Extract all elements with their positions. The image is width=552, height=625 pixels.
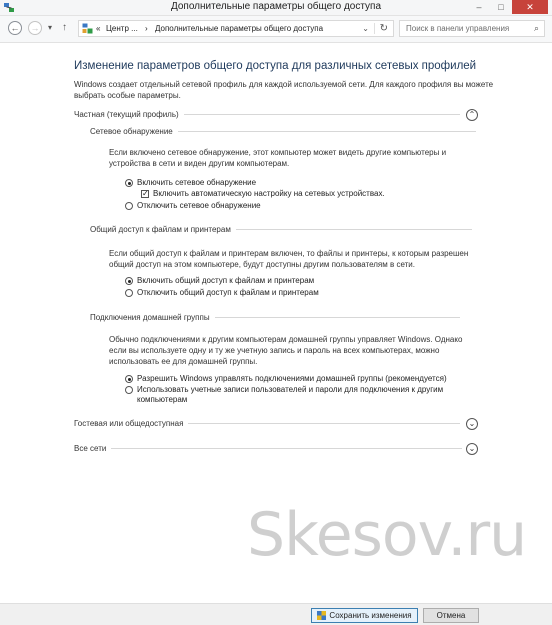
file-sharing-off-option[interactable]: [125, 288, 319, 298]
divider: [215, 317, 460, 318]
file-sharing-on-label: Включить общий доступ к файлам и принтерам: [137, 276, 315, 285]
search-placeholder: Поиск в панели управления: [406, 24, 510, 33]
save-changes-button[interactable]: [311, 608, 418, 623]
guest-profile-title: Гостевая или общедоступная: [74, 419, 184, 428]
radio-unselected[interactable]: [125, 202, 133, 210]
file-sharing-off-label: Отключить общий доступ к файлам и принтерам: [137, 288, 319, 297]
private-profile-title: Частная (текущий профиль): [74, 110, 179, 119]
network-discovery-on-label: Включить сетевое обнаружение: [137, 178, 257, 187]
network-discovery-on-option[interactable]: [125, 178, 256, 188]
file-sharing-description: Если общий доступ к файлам и принтерам включен, то файлы и принтеры, к которым разрешен общий доступ на этом компьютере, будут доступны другим пользователям в сети.: [109, 249, 469, 269]
radio-selected[interactable]: [125, 375, 133, 383]
breadcrumb-advanced-sharing[interactable]: Дополнительные параметры общего доступа: [155, 24, 324, 33]
network-discovery-off-option[interactable]: [125, 201, 261, 211]
network-discovery-off-label: Отключить сетевое обнаружение: [137, 201, 261, 210]
breadcrumb-network-center[interactable]: Центр ...: [106, 24, 138, 33]
divider: [178, 131, 476, 132]
divider: [188, 423, 460, 424]
divider: [236, 229, 472, 230]
homegroup-description: Обычно подключениями к другим компьютерам домашней группы управляет Windows. Однако если вы используете одну и ту же учетную запись и пароль на всех компьютерах, можно использовать ее для домашней группы.: [109, 335, 463, 366]
up-button[interactable]: ↑: [62, 22, 67, 33]
radio-unselected[interactable]: [125, 386, 133, 394]
homegroup-accounts-label: Использовать учетные записи пользователей и пароли для подключения к другим: [137, 385, 444, 394]
save-changes-label: Сохранить изменения: [329, 611, 412, 620]
search-icon[interactable]: ⌕: [533, 23, 539, 33]
radio-selected[interactable]: [125, 179, 133, 187]
refresh-button[interactable]: ↻: [379, 23, 388, 34]
address-divider: [374, 23, 375, 34]
page-intro: Windows создает отдельный сетевой профиль для каждой используемой сети. Для каждого профиля вы можете выбрать особые параметры.: [74, 80, 494, 100]
breadcrumb-overflow[interactable]: «: [96, 24, 101, 33]
window-title: Дополнительные параметры общего доступа: [170, 1, 382, 12]
divider: [184, 114, 460, 115]
expand-all-networks-icon[interactable]: ⌄: [466, 443, 478, 455]
radio-unselected[interactable]: [125, 289, 133, 297]
cancel-button[interactable]: Отмена: [423, 608, 479, 623]
network-discovery-title: Сетевое обнаружение: [90, 127, 173, 136]
all-networks-header[interactable]: [74, 444, 462, 453]
homegroup-windows-label: Разрешить Windows управлять подключениями домашней группы (рекомендуется): [137, 374, 447, 383]
minimize-button[interactable]: –: [476, 2, 482, 12]
control-panel-icon: [82, 23, 93, 34]
homegroup-header: [90, 313, 460, 322]
title-bar: [0, 0, 552, 16]
breadcrumb-separator: ›: [145, 24, 148, 33]
network-discovery-header: [90, 127, 476, 136]
watermark: Skesov.ru: [247, 500, 527, 570]
homegroup-title: Подключения домашней группы: [90, 313, 210, 322]
all-networks-title: Все сети: [74, 444, 107, 453]
collapse-private-icon[interactable]: ⌃: [466, 109, 478, 121]
file-sharing-header: [90, 225, 472, 234]
file-sharing-on-option[interactable]: [125, 276, 314, 286]
page-title: Изменение параметров общего доступа для различных сетевых профилей: [74, 60, 477, 72]
forward-button[interactable]: →: [28, 21, 42, 35]
uac-shield-icon: [317, 611, 326, 620]
network-discovery-description: Если включено сетевое обнаружение, этот компьютер может видеть другие компьютеры и устройства в сети и виден другим компьютерам.: [109, 148, 447, 168]
recent-pages-button[interactable]: ▾: [48, 23, 53, 32]
navigation-bar: [0, 16, 552, 43]
checkbox-checked-icon[interactable]: ✓: [142, 189, 149, 198]
back-button[interactable]: ←: [8, 21, 22, 35]
homegroup-accounts-label-continued: компьютерам: [137, 395, 188, 404]
homegroup-windows-option[interactable]: [125, 374, 447, 384]
auto-setup-label: Включить автоматическую настройку на сетевых устройствах.: [153, 189, 385, 198]
maximize-button[interactable]: □: [498, 2, 504, 12]
file-sharing-title: Общий доступ к файлам и принтерам: [90, 225, 231, 234]
radio-selected[interactable]: [125, 277, 133, 285]
auto-setup-option[interactable]: [141, 189, 385, 199]
footer-bar: [0, 603, 552, 625]
divider: [111, 448, 462, 449]
search-input[interactable]: [399, 20, 545, 37]
guest-profile-header[interactable]: [74, 419, 460, 428]
address-dropdown-icon[interactable]: ⌄: [362, 24, 369, 33]
address-bar[interactable]: [78, 20, 394, 37]
private-profile-header[interactable]: [74, 110, 460, 119]
homegroup-accounts-option[interactable]: [125, 385, 443, 405]
close-button[interactable]: ✕: [512, 0, 548, 14]
expand-guest-icon[interactable]: ⌄: [466, 418, 478, 430]
